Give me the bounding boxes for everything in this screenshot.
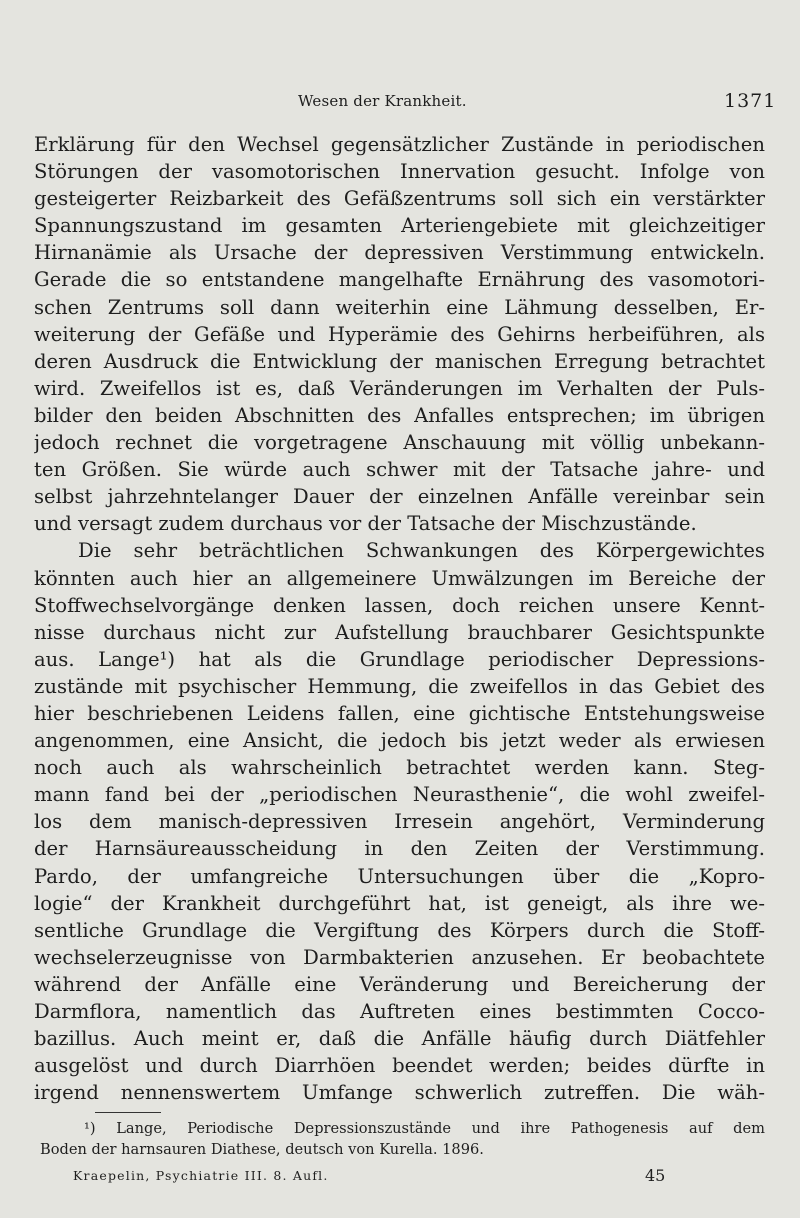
signature-mark: 45 — [645, 1166, 666, 1185]
text-line: sentliche Grundlage die Vergiftung des Körpers durch die Stoff- — [34, 918, 765, 942]
text-line: mann fand bei der „periodischen Neurasthenie“, die wohl zweifel- — [34, 783, 765, 807]
text-line: selbst jahrzehntelanger Dauer der einzelnen Anfälle vereinbar sein — [34, 485, 765, 509]
text-line: nisse durchaus nicht zur Aufstellung brauchbarer Gesichtspunkte — [34, 620, 765, 644]
text-line: ten Größen. Sie würde auch schwer mit der Tatsache jahre- und — [34, 458, 765, 482]
footnotes — [40, 1118, 765, 1160]
text-line: Die sehr beträchtlichen Schwankungen des Körpergewichtes — [78, 539, 765, 563]
page-header — [0, 92, 800, 116]
text-line: irgend nennenswertem Umfange schwerlich zutreffen. Die wäh- — [34, 1081, 765, 1105]
text-line: Hirnanämie als Ursache der depressiven Verstimmung entwickeln. — [34, 241, 765, 265]
text-line: angenommen, eine Ansicht, die jedoch bis jetzt weder als erwiesen — [34, 729, 765, 753]
text-line: während der Anfälle eine Veränderung und Bereicherung der — [34, 972, 765, 996]
imprint: Kraepelin, Psychiatrie III. 8. Aufl. — [73, 1168, 329, 1183]
footnote-line: ¹) Lange, Periodische Depressionszustände und ihre Pathogenesis auf dem — [84, 1120, 765, 1137]
text-line: Pardo, der umfangreiche Untersuchungen über die „Kopro- — [34, 864, 765, 888]
text-line: Spannungszustand im gesamten Arteriengebiete mit gleichzeitiger — [34, 214, 765, 238]
text-line: Störungen der vasomotorischen Innervation gesucht. Infolge von — [34, 160, 765, 184]
footnote-line: Boden der harnsauren Diathese, deutsch von Kurella. 1896. — [40, 1141, 484, 1158]
text-line: deren Ausdruck die Entwicklung der manischen Erregung betrachtet — [34, 349, 765, 373]
text-line: bilder den beiden Abschnitten des Anfalles entsprechen; im übrigen — [34, 403, 765, 427]
text-line: Erklärung für den Wechsel gegensätzlicher Zustände in periodischen — [34, 133, 765, 156]
text-line: hier beschriebenen Leidens fallen, eine gichtische Entstehungsweise — [34, 701, 765, 725]
text-line: jedoch rechnet die vorgetragene Anschauung mit völlig unbekann- — [34, 431, 765, 455]
text-line: der Harnsäureausscheidung in den Zeiten der Verstimmung. — [34, 837, 765, 861]
body-text — [34, 131, 765, 1106]
text-line: und versagt zudem durchaus vor der Tatsache der Mischzustände. — [34, 512, 697, 536]
page-footer — [0, 1166, 800, 1188]
footnote-rule — [95, 1112, 161, 1113]
text-line: wechselerzeugnisse von Darmbakterien anzusehen. Er beobachtete — [34, 945, 765, 969]
text-line: weiterung der Gefäße und Hyperämie des Gehirns herbeiführen, als — [34, 322, 765, 346]
text-line: wird. Zweifellos ist es, daß Veränderungen im Verhalten der Puls- — [34, 376, 765, 400]
text-line: los dem manisch-depressiven Irresein angehört, Verminderung — [34, 810, 765, 834]
text-line: Darmflora, namentlich das Auftreten eines bestimmten Cocco- — [34, 1000, 765, 1023]
text-line: zustände mit psychischer Hemmung, die zweifellos in das Gebiet des — [34, 674, 765, 698]
text-line: bazillus. Auch meint er, daß die Anfälle häufig durch Diätfehler — [34, 1027, 765, 1051]
text-line: aus. Lange¹) hat als die Grundlage periodischer Depressions- — [34, 647, 765, 671]
text-line: logie“ der Krankheit durchgeführt hat, ist geneigt, als ihre we- — [34, 891, 765, 915]
page-number: 1371 — [724, 90, 777, 112]
running-title: Wesen der Krankheit. — [298, 92, 467, 110]
text-line: schen Zentrums soll dann weiterhin eine Lähmung desselben, Er- — [34, 295, 765, 319]
text-line: gesteigerter Reizbarkeit des Gefäßzentrums soll sich ein verstärkter — [34, 187, 765, 211]
text-line: ausgelöst und durch Diarrhöen beendet werden; beides dürfte in — [34, 1054, 765, 1078]
text-line: Gerade die so entstandene mangelhafte Ernährung des vasomotori- — [34, 268, 765, 292]
text-line: noch auch als wahrscheinlich betrachtet werden kann. Steg- — [34, 756, 765, 780]
text-line: könnten auch hier an allgemeinere Umwälzungen im Bereiche der — [34, 566, 765, 590]
text-line: Stoffwechselvorgänge denken lassen, doch reichen unsere Kennt- — [34, 593, 765, 617]
